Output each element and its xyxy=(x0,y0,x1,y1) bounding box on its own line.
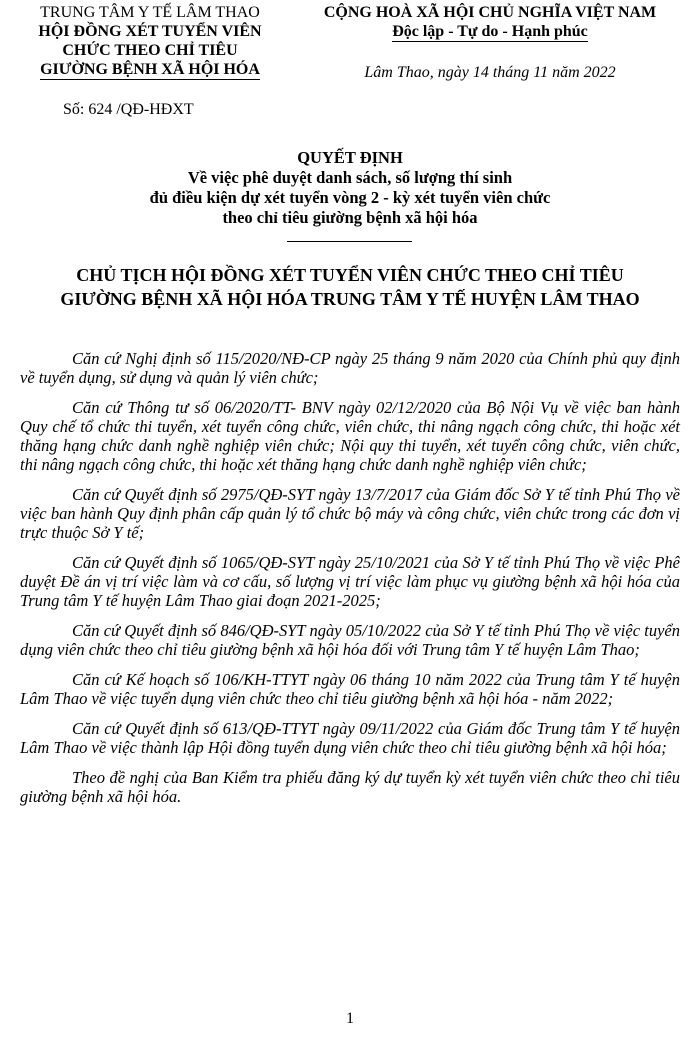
title-block xyxy=(20,148,680,228)
legal-basis-paragraph: Căn cứ Nghị định số 115/2020/NĐ-CP ngày 25 tháng 9 năm 2020 của Chính phủ quy định về tuyển dụng, sử dụng và quản lý viên chức; xyxy=(20,349,680,387)
legal-basis-paragraph: Căn cứ Kế hoạch số 106/KH-TTYT ngày 06 tháng 10 năm 2022 của Trung tâm Y tế huyện Lâm Thao về việc tuyển dụng viên chức theo chỉ tiêu giường bệnh xã hội hóa - năm 2022; xyxy=(20,670,680,708)
place-date: Lâm Thao, ngày 14 tháng 11 năm 2022 xyxy=(364,64,616,81)
proposal-paragraph: Theo đề nghị của Ban Kiểm tra phiếu đăng ký dự tuyển kỳ xét tuyển viên chức theo chỉ tiêu giường bệnh xã hội hóa. xyxy=(20,768,680,806)
national-header xyxy=(300,3,680,42)
legal-basis-paragraph: Căn cứ Quyết định số 1065/QĐ-SYT ngày 25/10/2021 của Sở Y tế tỉnh Phú Thọ về việc Phê duyệt Đề án vị trí việc làm và cơ cấu, số lượng vị trí việc làm phục vụ giường bệnh xã hội hóa của Trung tâm Y tế huyện Lâm Thao giai đoạn 2021-2025; xyxy=(20,553,680,610)
document-type-title: QUYẾT ĐỊNH xyxy=(297,148,403,167)
council-name-line-2: CHỨC THEO CHỈ TIÊU xyxy=(62,42,238,59)
title-underline xyxy=(287,241,412,242)
subject-line-3: theo chỉ tiêu giường bệnh xã hội hóa xyxy=(222,208,478,227)
org-name: TRUNG TÂM Y TẾ LÂM THAO xyxy=(40,4,260,21)
authority-line-1: CHỦ TỊCH HỘI ĐỒNG XÉT TUYỂN VIÊN CHỨC THEO CHỈ TIÊU xyxy=(76,265,624,285)
legal-basis-paragraph: Căn cứ Quyết định số 2975/QĐ-SYT ngày 13/7/2017 của Giám đốc Sở Y tế tỉnh Phú Thọ về việc ban hành Quy định phân cấp quản lý tổ chức bộ máy và công chức, viên chức trong các đơn vị trực thuộc Sở Y tế; xyxy=(20,485,680,542)
subject-line-1: Về việc phê duyệt danh sách, số lượng thí sinh xyxy=(187,168,513,187)
issuer-header xyxy=(14,3,286,80)
council-name-line-3: GIƯỜNG BỆNH XÃ HỘI HÓA xyxy=(40,61,260,78)
national-motto: Độc lập - Tự do - Hạnh phúc xyxy=(392,23,588,40)
nation-name: CỘNG HOÀ XÃ HỘI CHỦ NGHĨA VIỆT NAM xyxy=(323,4,657,21)
legal-basis-paragraph: Căn cứ Quyết định số 846/QĐ-SYT ngày 05/10/2022 của Sở Y tế tỉnh Phú Thọ về việc tuyển dụng viên chức theo chỉ tiêu giường bệnh xã hội hóa đối với Trung tâm Y tế huyện Lâm Thao; xyxy=(20,621,680,659)
authority-heading xyxy=(20,263,680,311)
document-number: Số: 624 /QĐ-HĐXT xyxy=(63,101,194,118)
subject-line-2: đủ điều kiện dự xét tuyển vòng 2 - kỳ xét tuyển viên chức xyxy=(149,188,551,207)
authority-line-2: GIƯỜNG BỆNH XÃ HỘI HÓA TRUNG TÂM Y TẾ HUYỆN LÂM THAO xyxy=(60,289,640,309)
legal-basis-paragraph: Căn cứ Quyết định số 613/QĐ-TTYT ngày 09/11/2022 của Giám đốc Trung tâm Y tế huyện Lâm Thao về việc thành lập Hội đồng tuyển dụng viên chức theo chỉ tiêu giường bệnh xã hội hóa; xyxy=(20,719,680,757)
legal-basis-section xyxy=(20,349,680,817)
council-name-line-1: HỘI ĐỒNG XÉT TUYỂN VIÊN xyxy=(38,23,262,40)
legal-basis-paragraph: Căn cứ Thông tư số 06/2020/TT- BNV ngày 02/12/2020 của Bộ Nội Vụ về việc ban hành Quy chế tổ chức thi tuyển, xét tuyển công chức, viên chức, thi nâng ngạch công chức, thi hoặc xét thăng hạng chức danh nghề nghiệp viên chức; Nội quy thi tuyển, xét tuyển công chức, viên chức, thi nâng ngạch công chức, thi hoặc xét thăng hạng chức danh nghề nghiệp viên chức; xyxy=(20,398,680,474)
page-number: 1 xyxy=(346,1010,354,1027)
